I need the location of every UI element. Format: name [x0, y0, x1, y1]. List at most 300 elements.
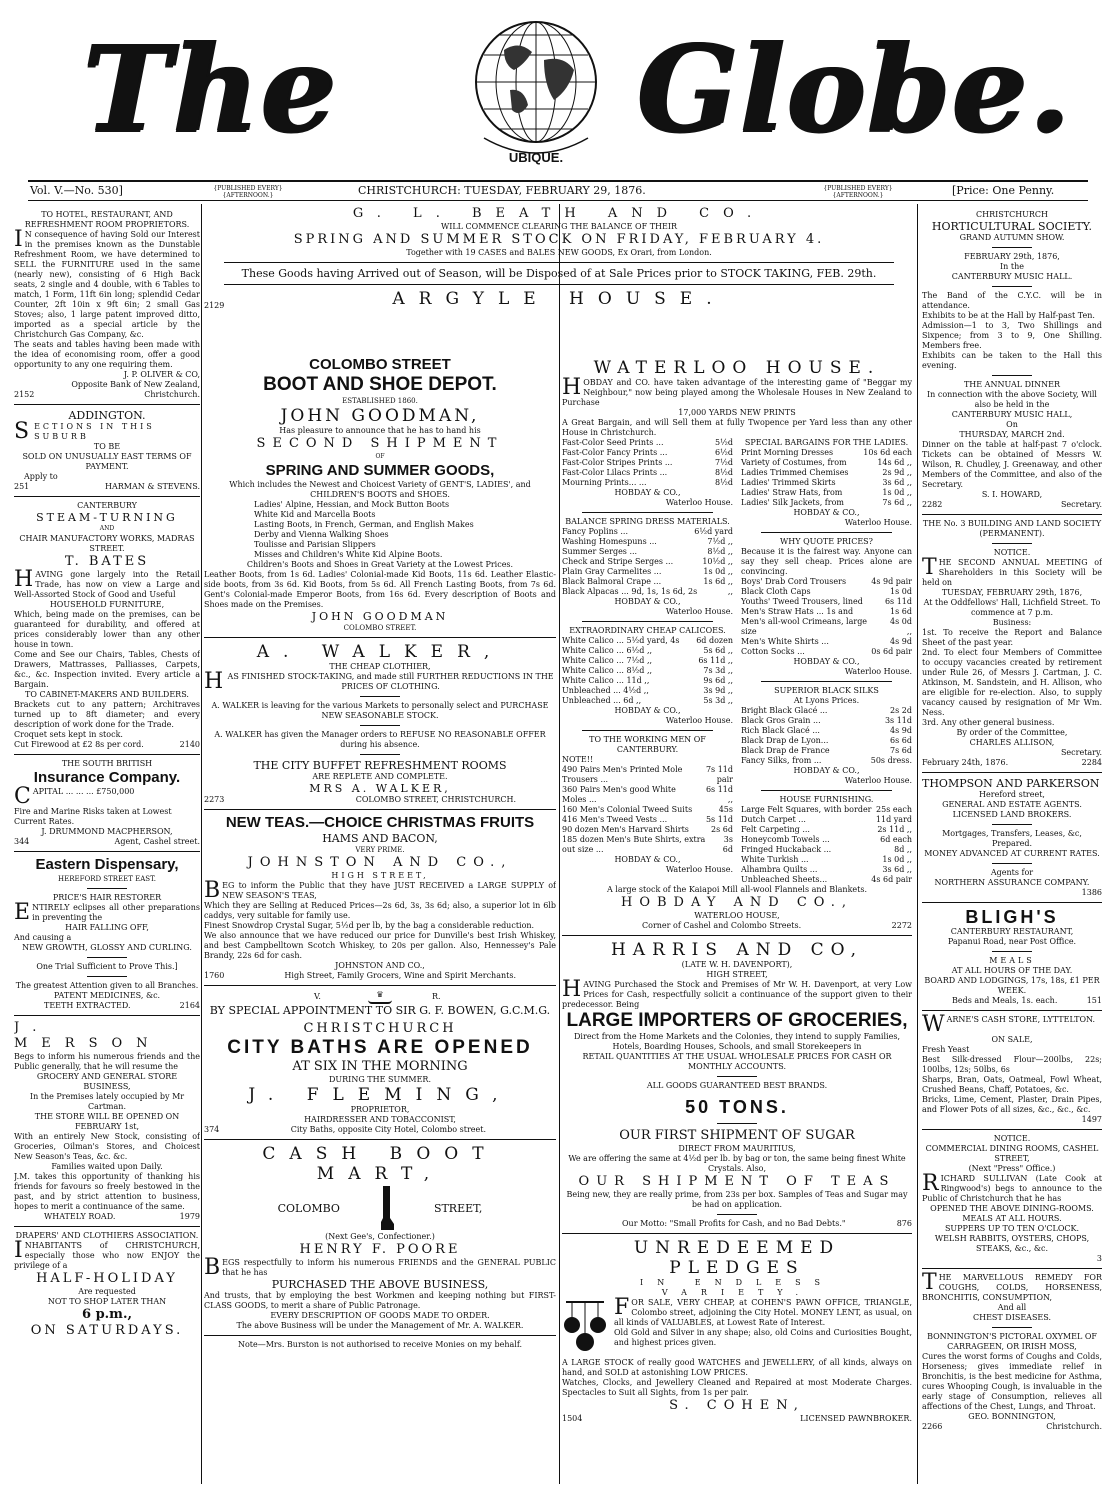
ad-body: MEALS AT ALL HOURS. [962, 1214, 1062, 1223]
ad-body: ALL GOODS GUARANTEED BEST BRANDS. [646, 1081, 828, 1090]
ad-body: COMMERCIAL DINING ROOMS, CASHEL STREET, [925, 1144, 1099, 1163]
ad-body: Agents for [990, 868, 1034, 877]
ad-body: HEREFORD STREET EAST. [58, 875, 156, 883]
ad-body: WELSH RABBITS, OYSTERS, CHOPS, STEAKS, &c., &c. [934, 1234, 1090, 1253]
price-row: White Calico ... 8½d ,, 7s 3d ,, [562, 666, 733, 675]
price-row: White Calico ... 5½d yard, 4s 6d dozen [562, 636, 733, 645]
ad-body: CHAIR MANUFACTORY WORKS, MADRAS STREET. [19, 534, 195, 553]
ad-body: ICHARD SULLIVAN (Late Cook at Ringwood's) begs to announce to the Public of Christchurch that he has [922, 1174, 1102, 1203]
ad-body: With an entirely New Stock, consisting of Groceries, Oilman's Stores, and Choicest New Season's Teas, &c. &c. [14, 1132, 200, 1161]
ad-body: We are offering the same at 4½d per lb. by bag or ton, the same being finest White Crystals. Also, [568, 1154, 906, 1173]
ad-heading: SUPERIOR BLACK SILKS [774, 686, 879, 695]
ad-body: CHEST DISEASES. [972, 1313, 1052, 1322]
price-row: Fast-Color Fancy Prints ... 6½d [562, 448, 733, 457]
ad-body: Best Silk-dressed Flour—200lbs, 22s; 100lbs, 12s; 50lbs, 6s [922, 1055, 1102, 1074]
ad-body: Sharps, Bran, Oats, Oatmeal, Fowl Wheat, Crushed Beans, Chaff, Potatoes, &c. [922, 1075, 1102, 1094]
ad-body: HAIRDRESSER AND TOBACCONIST, [304, 1115, 456, 1124]
price-row: Variety of Costumes, from 14s 6d ,, [741, 458, 912, 467]
ad-body: 1st. To receive the Report and Balance Sheet of the past year. [922, 628, 1102, 647]
date-line: CHRISTCHURCH: TUESDAY, FEBRUARY 29, 1876. [358, 184, 646, 197]
ad-heading: 50 TONS. [685, 1097, 789, 1117]
ad-body: HIGH STREET, [706, 970, 768, 979]
ad-heading: OUR FIRST SHIPMENT OF SUGAR [619, 1128, 855, 1143]
ad-number: 1504 [562, 1414, 583, 1423]
ad-body: LICENSED PAWNBROKER. [800, 1414, 912, 1423]
ad-body: HOUSEHOLD FURNITURE, [49, 600, 165, 609]
ad-body: On [1006, 420, 1018, 429]
ad-body: ECTIONS IN THIS SUBURB [34, 422, 155, 441]
ad-body: Because it is the fairest way. Anyone can say they sell cheap. Prices alone are convincing. [741, 547, 912, 576]
beath-banner [204, 206, 914, 351]
ad-body: BONNINGTON'S PICTORAL OXYMEL OF CARRAGEEN, OR IRISH MOSS, [927, 1332, 1097, 1351]
ad-signature: HOBDAY & CO., [793, 508, 860, 517]
ad-body: FEBRUARY 29th, 1876, [964, 252, 1060, 261]
ad-body: Note—Mrs. Burston is not authorised to receive Monies on my behalf. [237, 1340, 523, 1349]
ad-body: BUSINESS, [83, 1082, 131, 1091]
price-row: Black Cloth Caps 1s 0d [741, 587, 912, 596]
price-row: Ladies Trimmed Chemises 2s 9d ,, [741, 468, 912, 477]
ad-heading: SPRING AND SUMMER STOCK ON FRIDAY, FEBRUARY 4. [293, 232, 825, 247]
ad-heading: HARRIS AND CO, [610, 940, 863, 960]
ad-heading: THOMPSON AND PARKERSON [922, 777, 1100, 790]
ad-body: SOLD ON UNUSUALLY EAST TERMS OF PAYMENT. [22, 452, 192, 471]
masthead [0, 0, 1114, 199]
price-row: Washing Homespuns ... 7½d ,, [562, 537, 733, 546]
ad-signature: HOBDAY & CO., [614, 597, 681, 606]
list-item: Toulisse and Parisian Slippers [254, 540, 376, 549]
ad-heading: ON SATURDAYS. [30, 1323, 184, 1338]
ad-body: OPENED THE ABOVE DINING-ROOMS. [930, 1204, 1094, 1213]
ad-body: DIRECT FROM MAURITIUS, [678, 1144, 796, 1153]
ad-body: OBDAY and CO. have taken advantage of the interesting game of "Beggar my Neighbour," now being played among the Wholesale Houses in New Zealand to Purchase [562, 378, 912, 407]
ad-body: Which, being made on the premises, can be guaranteed for durability, and offered at prices considerably lower than any other house in town. [14, 610, 200, 649]
ad-heading: CHRISTCHURCH [975, 210, 1049, 219]
ad-body: GENERAL AND ESTATE AGENTS. LICENSED LAND BROKERS. [942, 800, 1082, 819]
ad-signature: J. DRUMMOND MACPHERSON, [41, 827, 173, 836]
price-row: 360 Pairs Men's good White Moles ... 6s 11d ,, [562, 785, 733, 804]
list-item: Misses and Children's White Kid Alpine Boots. [254, 550, 443, 559]
price-row: Men's all-wool Crimeans, large size 4s 0d ,, [741, 617, 912, 636]
column-middle-left: COLOMBO STREET BOOT AND SHOE DEPOT. ESTABLISHED 1860. JOHN GOODMAN, Has pleasure to announce that he has to hand his SECOND SHIPMENT OF SPRING AND SUMMER GOODS, Which includes the Newest and Choicest Variety of GENT'S, LADIES', and CHILDREN'S BOOTS and SHOES. Ladies' Alpine, Hessian, and Mock Button Boots White Kid and Marcella Boots Lasting Boots, in French, German, and English Makes Derby and Vienna Walking Shoes Toulisse and Parisian Slippers Misses and Children's White Kid Alpine Boots. Children's Boots and Shoes in Great Variety at the Lowest Prices. Leather Boots, from 1s 6d. Ladies' Colonial-made Kid Boots, 11s 6d. Leather Elastic-side boots, from 3s 6d. Kid Boots, from 5s 6d. All French Lasting Boots, from 7s 6d. Gent's Colonial-made Emperor Boots, from 16s 6d. Every description of Boots and Shoes made on the Premises. JOHN GOODMAN COLOMBO STREET. A. WALKER, THE CHEAP CLOTHIER, HAS FINISHED STOCK-TAKING, and made still FURTHER REDUCTIONS IN THE PRICES OF CLOTHING. A. WALKER is leaving for the various Markets to personally select and PURCHASE NEW SEASONABLE STOCK. A. WALKER has given the Manager orders to REFUSE NO REASONABLE OFFER during his absence. THE CITY BUFFET REFRESHMENT ROOMS ARE REPLETE AND COMPLETE. MRS A. WALKER, 2273 COLOMBO STREET, CHRISTCHURCH. NEW TEAS.—CHOICE CHRISTMAS FRUITS HAMS AND BACON, VERY PRIME. JOHNSTON AND CO., HIGH STREET, BEG to inform the Public that they have JUST RECEIVED a LARGE SUPPLY of NEW SEASON'S TEAS, Which they are Selling at Reduced Prices—2s 6d, 3s, 3s 6d; also, a superior lot in 6lb caddys, very suitable for family use. Finest Snowdrop Crystal Sugar, 5½d per lb, by the bag a considerable reduction. We also announce that we have reduced our price for Dunville's best Irish Whiskey, and best Campbelltown Scotch Whiskey, to 20s per gallon. Also, Hennessey's Pale Brandy, 22s 6d for cash. JOHNSTON AND CO., 1760 High Street, Family Grocers, Wine and Spirit Merchants. V. ♛ R. BY SPECIAL APPOINTMENT TO SIR G. F. BOWEN, G.C.M.G. CHRISTCHURCH CITY BATHS ARE OPENED AT SIX IN THE MORNING DURING THE SUMMER. J. FLEMING, PROPRIETOR, HAIRDRESSER AND TOBACCONIST, 374 City Baths, opposite City Hotel, Colombo street. CASH BOOT MART, COLOMBO STREET, (Next Gee's, Confectioner.) HENRY F. POORE BEGS respectfully to inform his numerous FRIENDS and the GENERAL PUBLIC that he has PURCHASED THE ABOVE BUSINESS, And trusts, that by employing the best Workmen and keeping nothing but FIRST-CLASS GOODS, to merit a share of Public Patronage. EVERY DESCRIPTION OF GOODS MADE TO ORDER. The above Business will be under the Management of Mr. A. WALKER. Note—Mrs. Burston is not authorised to receive Monies on my behalf. [204, 356, 556, 1349]
ad-number: 344 [14, 837, 30, 846]
list-item: Derby and Vienna Walking Shoes [254, 530, 389, 539]
ad-body: (LATE W. H. DAVENPORT), [681, 960, 793, 969]
ad-heading: WHY QUOTE PRICES? [780, 537, 873, 546]
ad-signature: HOBDAY & CO., [793, 657, 860, 666]
ad-body: AVING Purchased the Stock and Premises of Mr W. H. Davenport, at very Low Prices for Cash, respectfully solicit a continuance of the support given to their predecessor. Being [562, 980, 912, 1009]
ad-heading: NOTICE. [993, 1134, 1031, 1143]
ad-body: And causing a [14, 933, 72, 942]
royal-cipher-r: R. [432, 992, 441, 1001]
ad-number: 2129 [204, 301, 225, 310]
globe-motto: UBIQUE. [508, 150, 564, 165]
price: [Price: One Penny. [952, 184, 1055, 197]
ad-number: 2266 [922, 1422, 943, 1431]
ad-body: Bricks, Lime, Cement, Plaster, Drain Pipes, and Flower Pots of all sizes, &c., &c., &c. [922, 1095, 1102, 1114]
ad-body: Apply to [24, 472, 58, 481]
ad-heading: HAMS AND BACON, [322, 832, 438, 845]
ad-body: In the Premises lately occupied by Mr Cartman. [29, 1092, 185, 1111]
price-row: Fast-Color Stripes Prints ... 7½d [562, 458, 733, 467]
ad-body: By order of the Committee, [956, 728, 1068, 737]
ad-body: HIGH STREET, [331, 871, 429, 880]
ad-heading: PRICE'S HAIR RESTORER [52, 893, 162, 902]
ad-number: 2152 [14, 390, 35, 399]
price-row: Cotton Socks ... 0s 6d pair [741, 647, 912, 656]
ad-body: Exhibits can be taken to the Hall this evening. [922, 351, 1102, 370]
ad-body: THURSDAY, MARCH 2nd. [959, 430, 1065, 439]
price-row: Youths' Tweed Trousers, lined 6s 11d [741, 597, 912, 606]
ad-body: EG to inform the Public that they have JUST RECEIVED a LARGE SUPPLY of NEW SEASON'S TEAS, [222, 881, 556, 900]
price-row: Unbleached ... 6d ,, 5s 3d ,, [562, 696, 733, 705]
ad-signature: J. P. OLIVER & CO, [123, 370, 200, 379]
ad-heading: ARGYLE HOUSE. [392, 289, 726, 309]
ad-heading: THE No. 3 BUILDING AND LAND SOCIETY (PERMANENT). [922, 519, 1102, 538]
price-row: Felt Carpeting ... 2s 11d ,, [741, 825, 912, 834]
ad-body: CANTERBURY MUSIC HALL. [951, 272, 1073, 281]
ad-body: Our Motto: "Small Profits for Cash, and no Bad Debts." [622, 1219, 846, 1228]
ad-body: Come and See our Chairs, Tables, Chests of Drawers, Mattrasses, Palliasses, Carpets, &c., &c. Inspection invited. Every article a Bargain. [14, 650, 200, 689]
ad-heading: COLOMBO STREET [309, 356, 451, 373]
price-row: Fringed Huckaback ... 8d ,, [741, 845, 912, 854]
ad-body: DURING THE SUMMER. [329, 1075, 431, 1084]
ad-signature: HOBDAY & CO., [614, 706, 681, 715]
ad-heading: JOHN GOODMAN [311, 610, 449, 623]
ad-heading: HOUSE FURNISHING. [779, 795, 874, 804]
ad-signature: Waterloo House. [665, 498, 733, 507]
ad-heading: ADDINGTON. [68, 409, 146, 422]
ad-body: Business: [992, 618, 1032, 627]
ad-number: 2164 [179, 1001, 200, 1010]
ad-heading: HENRY F. POORE [299, 1242, 461, 1257]
price-row: Black Gros Grain ... 3s 11d [741, 716, 912, 725]
ad-body: Finest Snowdrop Crystal Sugar, 5½d per lb, by the bag a considerable reduction. [204, 921, 535, 930]
column-right: CHRISTCHURCH HORTICULTURAL SOCIETY. GRAND AUTUMN SHOW. FEBRUARY 29th, 1876, In the CANTERBURY MUSIC HALL. The Band of the C.Y.C. will be in attendance. Exhibits to be at the Hall by Half-past Ten. Admission—1 to 3, Two Shillings and Sixpence; from 3 to 9, One Shilling. Members free. Exhibits can be taken to the Hall this evening. THE ANNUAL DINNER In connection with the above Society, Will also be held in the CANTERBURY MUSIC HALL, On THURSDAY, MARCH 2nd. Dinner on the table at half-past 7 o'clock. Tickets can be obtained of Messrs W. Wilson, R. Chudley, J. Greenaway, and other Members of the Committee, and also of the Secretary. S. I. HOWARD, 2282 Secretary. THE No. 3 BUILDING AND LAND SOCIETY (PERMANENT). NOTICE. THE SECOND ANNUAL MEETING of Shareholders in this Society will be held on TUESDAY, FEBRUARY 29th, 1876, At the Oddfellows' Hall, Lichfield Street. To commence at 7 p.m. Business: 1st. To receive the Report and Balance Sheet of the past year. 2nd. To elect four Members of Committee to occupy vacancies created by retirement under Rule 26, of Messrs J. Cartman, J. C. Atkinson, M. Sandstein, and H. Allison, who are eligible for re-election. Also, to supply vacancy caused by resignation of Mr Wm. Ness. 3rd. Any other general business. By order of the Committee, CHARLES ALLISON, Secretary. February 24th, 1876. 2284 THOMPSON AND PARKERSON Hereford street, GENERAL AND ESTATE AGENTS. LICENSED LAND BROKERS. Mortgages, Transfers, Leases, &c, Prepared. MONEY ADVANCED AT CURRENT RATES. Agents for NORTHERN ASSURANCE COMPANY. 1386 BLIGH'S CANTERBURY RESTAURANT, Papanui Road, near Post Office. MEALS AT ALL HOURS OF THE DAY. BOARD AND LODGINGS, 17s, 18s, £1 PER WEEK. Beds and Meals, 1s. each. 151 WARNE'S CASH STORE, LYTTELTON. ON SALE, Fresh Yeast Best Silk-dressed Flour—200lbs, 22s; 100lbs, 12s; 50lbs, 6s Sharps, Bran, Oats, Oatmeal, Fowl Wheat, Crushed Beans, Chaff, Potatoes, &c. Bricks, Lime, Cement, Plaster, Drain Pipes, and Flower Pots of all sizes, &c., &c., &c. 1497 NOTICE. COMMERCIAL DINING ROOMS, CASHEL STREET, (Next "Press" Office.) RICHARD SULLIVAN (Late Cook at Ringwood's) begs to announce to the Public of Christchurch that he has OPENED THE ABOVE DINING-ROOMS. MEALS AT ALL HOURS. SUPPERS UP TO TEN O'CLOCK. WELSH RABBITS, OYSTERS, CHOPS, STEAKS, &c., &c. 3 THE MARVELLOUS REMEDY FOR COUGHS, COLDS, HORSENESS, BRONCHITIS, CONSUMPTION, And all CHEST DISEASES. BONNINGTON'S PICTORAL OXYMEL OF CARRAGEEN, OR IRISH MOSS, Cures the worst forms of Coughs and Colds, Horseness; gives immediate relief in Bronchitis, is the best medicine for Asthma, cures Whooping Cough, is invaluable in the early stage of Consumption, relieves all affections of the Chest, Lungs, and Throat. GEO. BONNINGTON, 2266 Christchurch. [922, 210, 1102, 1431]
ad-body: THE STORE WILL BE OPENED ON FEBRUARY 1st, [34, 1112, 180, 1131]
ad-heading: JOHN GOODMAN, [280, 406, 480, 426]
ad-body: Cut Firewood at £2 8s per cord. [14, 740, 144, 749]
ad-heading: HALF-HOLIDAY [36, 1271, 178, 1286]
ad-body: At Lyons Prices. [793, 696, 860, 705]
ad-heading: CHRISTCHURCH [303, 1021, 457, 1036]
ad-body: CANTERBURY MUSIC HALL, [951, 410, 1073, 419]
ad-heading: THE CITY BUFFET REFRESHMENT ROOMS [253, 759, 507, 772]
ad-body: EGS respectfully to inform his numerous FRIENDS and the GENERAL PUBLIC that he has [222, 1258, 556, 1277]
price-row: White Turkish ... 1s 0d ,, [741, 855, 912, 864]
ad-signature: Waterloo House. [844, 667, 912, 676]
ad-body: And all [997, 1303, 1027, 1312]
ad-body: Corner of Cashel and Colombo Streets. [642, 921, 802, 930]
ad-signature: HOBDAY & CO., [793, 766, 860, 775]
ad-body: BOARD AND LODGINGS, 17s, 18s, £1 PER WEEK. [924, 976, 1100, 995]
price-row: 185 dozen Men's Bute Shirts, extra out size ... 3s 6d [562, 835, 733, 854]
ad-body: MEALS [989, 956, 1035, 965]
ad-body: STREET, [433, 1201, 483, 1215]
price-row: 490 Pairs Men's Printed Mole Trousers ... 7s 11d pair [562, 765, 733, 784]
ad-signature: Waterloo House. [665, 865, 733, 874]
price-row: 416 Men's Tweed Vests ... 5s 11d [562, 815, 733, 824]
ad-signature: HARMAN & STEVENS. [105, 482, 200, 491]
ad-signature: Christchurch. [1046, 1422, 1102, 1431]
ad-signature: Waterloo House. [844, 776, 912, 785]
ad-heading: 6 p.m., [82, 1307, 132, 1322]
ad-body: Beds and Meals, 1s. each. [952, 996, 1058, 1005]
ad-number: 1979 [179, 1212, 200, 1221]
ad-body: Leather Boots, from 1s 6d. Ladies' Colonial-made Kid Boots, 11s 6d. Leather Elastic-side boots, from 3s 6d. Kid Boots, from 5s 6d. All French Lasting Boots, from 7s 6d. Gent's Colonial-made Emperor Boots, from 16s 6d. Every description of Boots and Shoes made on the Premises. [204, 570, 556, 609]
price-row: Rich Black Glacé ... 4s 9d [741, 726, 912, 735]
ad-signature: HOBDAY & CO., [614, 488, 681, 497]
ad-heading: Eastern Dispensary, [35, 856, 179, 873]
ad-body: TEETH EXTRACTED. [44, 1001, 131, 1010]
column-rule [201, 204, 202, 1484]
ad-body: NHABITANTS of CHRISTCHURCH, especially those who now ENJOY the privilege of a [14, 1241, 200, 1270]
ad-heading: JOHNSTON AND CO., [247, 855, 513, 870]
ad-body: February 24th, 1876. [922, 758, 1009, 767]
ad-heading: EXTRAORDINARY CHEAP CALICOES. [569, 626, 726, 635]
ad-number: 2282 [922, 500, 943, 509]
published-left: {PUBLISHED EVERY} {AFTERNOON.} [213, 185, 283, 199]
price-row: Black Alpacas ... 9d, 1s, 1s 6d, 2s ,, [562, 587, 733, 596]
ad-number: 2140 [179, 740, 200, 749]
ad-body: COLOMBO STREET. [343, 624, 417, 632]
ad-heading: T. BATES [64, 554, 150, 569]
ad-body: 17,000 YARDS NEW PRINTS [678, 408, 796, 417]
ad-body: THE CHEAP CLOTHIER, [329, 662, 431, 671]
ad-heading: CANTERBURY [77, 501, 137, 510]
masthead-title-right: Globe. [636, 19, 1071, 158]
ad-number: 151 [1086, 996, 1102, 1005]
ad-body: A. WALKER has given the Manager orders to REFUSE NO REASONABLE OFFER during his absence. [214, 730, 546, 749]
dateline-bar [28, 180, 1088, 201]
price-row: Print Morning Dresses 10s 6d each [741, 448, 912, 457]
ad-body: (Next "Press" Office.) [968, 1164, 1056, 1173]
ad-body: PROPRIETOR, [350, 1105, 410, 1114]
ad-body: City Baths, opposite City Hotel, Colombo street. [290, 1125, 486, 1134]
ad-body: AT ALL HOURS OF THE DAY. [951, 966, 1073, 975]
ad-signature: Christchurch. [144, 390, 200, 399]
ad-body: Mortgages, Transfers, Leases, &c, Prepared. [942, 829, 1082, 848]
ad-heading: SPRING AND SUMMER GOODS, [265, 462, 495, 479]
price-row: 90 dozen Men's Harvard Shirts 2s 6d [562, 825, 733, 834]
ad-number: 876 [896, 1219, 912, 1228]
ad-body: In the [1000, 262, 1024, 271]
ad-body: NOT TO SHOP LATER THAN [47, 1297, 167, 1306]
ad-heading: S. COHEN, [669, 1398, 805, 1413]
price-row: White Calico ... 7½d ,, 6s 11d ,, [562, 656, 733, 665]
price-row: 160 Men's Colonial Tweed Suits 45s [562, 805, 733, 814]
pawnbroker-balls-icon [562, 1298, 608, 1358]
boot-icon [380, 1186, 394, 1230]
ad-heading: AT SIX IN THE MORNING [292, 1059, 468, 1074]
price-row: Fast-Color Lilacs Prints ... 8½d [562, 468, 733, 477]
price-row: Plain Gray Carmelites ... 1s 0d ,, [562, 567, 733, 576]
column-left: TO HOTEL, RESTAURANT, AND REFRESHMENT ROOM PROPRIETORS. I N consequence of having Sold our Interest in the premises known as the Dunstable Refreshment Room, we have determined to SELL the FURNITURE used in the same (nearly new), consisting of 6 High Back seats, 2 single and 4 double, with 6 Tables to match, 1 Form, 11ft 6in long; splendid Cedar Counter, 2ft 10in x 9ft 6in; 2 small Gas Stoves; also, 1 large patent improved ditto, imported as a special article by the Christchurch Gas Company, &c. The seats and tables having been made with the idea of economising room, offer a good opportunity to any one requiring them. J. P. OLIVER & CO, Opposite Bank of New Zealand, 2152 Christchurch. ADDINGTON. SECTIONS IN THIS SUBURB TO BE SOLD ON UNUSUALLY EAST TERMS OF PAYMENT. Apply to 251 HARMAN & STEVENS. CANTERBURY STEAM-TURNING AND CHAIR MANUFACTORY WORKS, MADRAS STREET. T. BATES HAVING gone largely into the Retail Trade, has now on view a Large and Well-Assorted Stock of Good and Useful HOUSEHOLD FURNITURE, Which, being made on the premises, can be guaranteed for durability, and offered at prices considerably lower than any other house in town. Come and See our Chairs, Tables, Chests of Drawers, Mattrasses, Palliasses, Carpets, &c., &c. Inspection invited. Every article a Bargain. TO CABINET-MAKERS AND BUILDERS. Brackets cut to any pattern; Architraves turned up to 8ft diameter; and every description of work done for the Trade. Croquet sets kept in stock. Cut Firewood at £2 8s per cord. 2140 THE SOUTH BRITISH Insurance Company. CAPITAL ... ... ... £750,000 Fire and Marine Risks taken at Lowest Current Rates. J. DRUMMOND MACPHERSON, 344 Agent, Cashel street. Eastern Dispensary, HEREFORD STREET EAST. PRICE'S HAIR RESTORER ENTIRELY eclipses all other preparations in preventing the HAIR FALLING OFF, And causing a NEW GROWTH, GLOSSY AND CURLING. One Trial Sufficient to Prove This.] The greatest Attention given to all Branches. PATENT MEDICINES, &c. TEETH EXTRACTED. 2164 J. MERSON Begs to inform his numerous friends and the Public generally, that he will resume the GROCERY AND GENERAL STORE BUSINESS, In the Premises lately occupied by Mr Cartman. THE STORE WILL BE OPENED ON FEBRUARY 1st, With an entirely New Stock, consisting of Groceries, Oilman's Stores, and Choicest New Season's Teas, &c. &c. Families waited upon Daily. J.M. takes this opportunity of thanking his friends for favours so freely bestowed in the past, and by strict attention to business, hopes to merit a continuance of the same. WHATELY ROAD. 1979 DRAPERS' AND CLOTHIERS ASSOCIATION. INHABITANTS of CHRISTCHURCH, especially those who now ENJOY the privilege of a HALF-HOLIDAY Are requested NOT TO SHOP LATER THAN 6 p.m., ON SATURDAYS. [14, 210, 200, 1338]
ad-signature: Agent, Cashel street. [114, 837, 200, 846]
price-row: Unbleached Sheets... 4s 6d pair [741, 875, 912, 884]
ad-body: A large stock of the Kaiapoi Mill all-wool Flannels and Blankets. [606, 885, 868, 894]
ad-number: 2284 [1081, 758, 1102, 767]
list-item: Lasting Boots, in French, German, and English Makes [254, 520, 474, 529]
ad-body: Begs to inform his numerous friends and the Public generally, that he will resume the [14, 1052, 200, 1071]
ad-body: NOTICE. [993, 548, 1031, 557]
ad-body: HAIR FALLING OFF, [65, 923, 149, 932]
ad-heading: ARNE'S CASH STORE, LYTTELTON. [946, 1015, 1096, 1024]
ad-heading: NEW TEAS.—CHOICE CHRISTMAS FRUITS [225, 814, 535, 831]
price-row: White Calico ... 6½d ,, 5s 6d ,, [562, 646, 733, 655]
ad-body: Direct from the Home Markets and the Colonies, they intend to supply Families, Hotels, Boarding Houses, Schools, and small Storekeepers in [574, 1032, 900, 1051]
ad-body: TUESDAY, FEBRUARY 29th, 1876, [941, 588, 1083, 597]
ad-body: Being new, they are really prime, from 23s per box. Samples of Teas and Sugar may be had on application. [566, 1190, 908, 1209]
ad-body: 3rd. Any other general business. [922, 718, 1055, 727]
ad-heading: LARGE IMPORTERS OF GROCERIES, [566, 1010, 908, 1031]
price-row: Alhambra Quilts ... 3s 6d ,, [741, 865, 912, 874]
price-row: Boys' Drab Cord Trousers 4s 9d pair [741, 577, 912, 586]
ad-body: 2nd. To elect four Members of Committee to occupy vacancies created by retirement under Rule 26, of Messrs J. Cartman, J. C. Atkinson, M. Sandstein, and H. Allison, who are eligible for re-election. Also, to supply vacancy caused by resignation of Mr Wm. Ness. [922, 648, 1102, 717]
ad-heading: HOBDAY AND CO., [621, 895, 853, 910]
ad-signature: Waterloo House. [665, 607, 733, 616]
ad-heading: Insurance Company. [33, 769, 181, 786]
ad-body: WHATELY ROAD. [44, 1212, 116, 1221]
masthead-title-left: The [82, 19, 337, 158]
price-row: Mourning Prints... ... 8½d [562, 478, 733, 487]
ad-body: Fire and Marine Risks taken at Lowest Current Rates. [14, 807, 172, 826]
ad-number: 2272 [891, 921, 912, 930]
ad-heading: DRAPERS' AND CLOTHIERS ASSOCIATION. [15, 1231, 199, 1240]
ad-body: ON SALE, [991, 1035, 1033, 1044]
ad-body: AVING gone largely into the Retail Trade, has now on view a Large and Well-Assorted Stock of Good and Useful [14, 570, 200, 599]
ad-body: VERY PRIME. [355, 846, 405, 854]
ad-body: NORTHERN ASSURANCE COMPANY. [934, 878, 1090, 887]
ad-body: COLOMBO STREET, CHRISTCHURCH. [355, 795, 516, 804]
ad-body: (Next Gee's, Confectioner.) [325, 1232, 435, 1241]
price-row: Fast-Color Seed Prints ... 5½d [562, 438, 733, 447]
ad-body: NTIRELY eclipses all other preparations in preventing the [32, 903, 200, 922]
ad-body: COLOMBO [277, 1201, 340, 1215]
price-row: Ladies' Silk Jackets, from 7s 6d ,, [741, 498, 912, 507]
price-row: Men's Straw Hats ... 1s and 1s 6d [741, 607, 912, 616]
ad-heading: BALANCE SPRING DRESS MATERIALS. [565, 517, 730, 526]
ad-body: Are requested [78, 1287, 136, 1296]
globe-icon [444, 10, 628, 170]
ad-body: The Band of the C.Y.C. will be in attendance. [922, 291, 1102, 310]
price-row: Black Balmoral Crape ... 1s 6d ,, [562, 577, 733, 586]
ad-heading: CITY BATHS ARE OPENED [227, 1037, 533, 1058]
price-row: Black Drap de Lyon... 6s 6d [741, 736, 912, 745]
ad-body: Exhibits to be at the Hall by Half-past Ten. [922, 311, 1095, 320]
ad-heading: TO HOTEL, RESTAURANT, AND REFRESHMENT ROOM PROPRIETORS. [24, 210, 190, 229]
ad-body: Croquet sets kept in stock. [14, 730, 123, 739]
ad-body: ARE REPLETE AND COMPLETE. [312, 772, 448, 781]
price-row: Check and Stripe Serges ... 10½d ,, [562, 557, 733, 566]
ad-heading: BY SPECIAL APPOINTMENT TO SIR G. F. BOWEN, G.C.M.G. [209, 1004, 551, 1017]
ad-number: 3 [1096, 1254, 1102, 1263]
column-rule [559, 204, 560, 1484]
column-middle-right: WATERLOO HOUSE. HOBDAY and CO. have taken advantage of the interesting game of "Beggar my Neighbour," now being played among the Wholesale Houses in New Zealand to Purchase 17,000 YARDS NEW PRINTS A Great Bargain, and will Sell them at fully Twopence per Yard less than any other House in Christchurch. Fast-Color Seed Prints ... 5½d Fast-Color Fancy Prints ... 6½d Fast-Color Stripes Prints ... 7½d Fast-Color Lilacs Prints ... 8½d Mourning Prints... ... 8½d HOBDAY & CO., Waterloo House. BALANCE SPRING DRESS MATERIALS. Fancy Poplins ... 6½d yard Washing Homespuns ... 7½d ,, Summer Serges ... 8½d ,, Check and Stripe Serges ... 10½d ,, Plain Gray Carmelites ... 1s 0d ,, Black Balmoral Crape ... 1s 6d ,, Black Alpacas ... 9d, 1s, 1s 6d, 2s ,, HOBDAY & CO., Waterloo House. EXTRAORDINARY CHEAP CALICOES. White Calico ... 5½d yard, 4s 6d dozen White Calico ... 6½d ,, 5s 6d ,, White Calico ... 7½d ,, 6s 11d ,, White Calico ... 8½d ,, 7s 3d ,, White Calico ... 11d ,, 9s 6d ,, Unbleached ... 4½d ,, 3s 9d ,, Unbleached ... 6d ,, 5s 3d ,, HOBDAY & CO., Waterloo House. TO THE WORKING MEN OF CANTERBURY. NOTE!! 490 Pairs Men's Printed Mole Trousers ... 7s 11d pair 360 Pairs Men's good White Moles ... 6s 11d ,, 160 Men's Colonial Tweed Suits 45s 416 Men's Tweed Vests ... 5s 11d 90 dozen Men's Harvard Shirts 2s 6d 185 dozen Men's Bute Shirts, extra out size ... 3s 6d HOBDAY & CO., Waterloo House. SPECIAL BARGAINS FOR THE LADIES. Print Morning Dresses 10s 6d each Variety of Costumes, from 14s 6d ,, Ladies Trimmed Chemises 2s 9d ,, Ladies' Trimmed Skirts 3s 6d ,, Ladies' Straw Hats, from 1s 0d ,, Ladies' Silk Jackets, from 7s 6d ,, HOBDAY & CO., Waterloo House. WHY QUOTE PRICES? Because it is the fairest way. Anyone can say they sell cheap. Prices alone are convincing. Boys' Drab Cord Trousers 4s 9d pair Black Cloth Caps 1s 0d Youths' Tweed Trousers, lined 6s 11d Men's Straw Hats ... 1s and 1s 6d Men's all-wool Crimeans, large size 4s 0d ,, Men's White Shirts ... 4s 9d Cotton Socks ... 0s 6d pair HOBDAY & CO., Waterloo House. SUPERIOR BLACK SILKS At Lyons Prices. Bright Black Glacé ... 2s 2d Black Gros Grain ... 3s 11d Rich Black Glacé ... 4s 9d Black Drap de Lyon... 6s 6d Black Drap de France 7s 6d Fancy Silks, from ... 50s dress. HOBDAY & CO., Waterloo House. HOUSE FURNISHING. Large Felt Squares, with border 25s each Dutch Carpet ... 11d yard Felt Carpeting ... 2s 11d ,, Honeycomb Towels ... 6d each Fringed Huckaback ... 8d ,, White Turkish ... 1s 0d ,, Alhambra Quilts ... 3s 6d ,, Unbleached Sheets... 4s 6d pair A large stock of the Kaiapoi Mill all-wool Flannels and Blankets. HOBDAY AND CO., WATERLOO HOUSE, Corner of Cashel and Colombo Streets. 2272 HARRIS AND CO, (LATE W. H. DAVENPORT), HIGH STREET, HAVING Purchased the Stock and Premises of Mr W. H. Davenport, at very Low Prices for Cash, respectfully solicit a continuance of the support given to their predecessor. Being LARGE IMPORTERS OF GROCERIES, Direct from the Home Markets and the Colonies, they intend to supply Families, Hotels, Boarding Houses, Schools, and small Storekeepers in RETAIL QUANTITIES AT THE USUAL WHOLESALE PRICES FOR CASH OR MONTHLY ACCOUNTS. ALL GOODS GUARANTEED BEST BRANDS. 50 TONS. OUR FIRST SHIPMENT OF SUGAR DIRECT FROM MAURITIUS, We are offering the same at 4½d per lb. by bag or ton, the same being finest White Crystals. Also, OUR SHIPMENT OF TEAS Being new, they are really prime, from 23s per box. Samples of Teas and Sugar may be had on application. Our Motto: "Small Profits for Cash, and no Bad Debts." 876 UNREDEEMED PLEDGES IN ENDLESS VARIETY. FOR SALE, VERY CHEAP, at COHEN'S PAWN OFFICE, TRIANGLE, Colombo street, adjoining the City Hotel. MONEY LENT, as usual, on all kinds of VALUABLES, at Lowest Rate of Interest. Old Gold and Silver in any shape; also, old Coins and Curiosities Bought, and highest prices given. A LARGE STOCK of really good WATCHES and JEWELLERY, of all kinds, always on hand, and SOLD at astonishing LOW PRICES. Watches, Clocks, and Jewellery Cleaned and Repaired at most Moderate Charges. Spectacles to Suit all Sights, from 1s per pair. S. COHEN, 1504 LICENSED PAWNBROKER. [562, 358, 912, 1423]
ad-body: OR SALE, VERY CHEAP, at COHEN'S PAWN OFFICE, TRIANGLE, Colombo street, adjoining the City Hotel. MONEY LENT, as usual, on all kinds of VALUABLES, at Lowest Rate of Interest. [614, 1298, 912, 1327]
ad-body: NEW GROWTH, GLOSSY AND CURLING. [22, 943, 192, 952]
ad-body: Hereford street, [979, 790, 1045, 799]
ad-body: WILL COMMENCE CLEARING THE BALANCE OF THEIR [440, 222, 678, 231]
ad-signature: Secretary. [1060, 748, 1102, 757]
ad-signature: JOHNSTON AND CO., [335, 961, 425, 970]
ad-body: Cures the worst forms of Coughs and Colds, Horseness; gives immediate relief in Bronchitis, is the best medicine for Asthma, cures Whooping Cough, is invaluable in the early stage of Consumption, relieves all affections of the Chest, Lungs, and Throat. [922, 1352, 1102, 1411]
price-row: Bright Black Glacé ... 2s 2d [741, 706, 912, 715]
price-row: White Calico ... 11d ,, 9s 6d ,, [562, 676, 733, 685]
ad-body: One Trial Sufficient to Prove This.] [36, 962, 178, 971]
ad-signature: HOBDAY & CO., [614, 855, 681, 864]
ad-body: Fresh Yeast [922, 1045, 970, 1054]
ad-body: RETAIL QUANTITIES AT THE USUAL WHOLESALE PRICES FOR CASH OR MONTHLY ACCOUNTS. [582, 1052, 892, 1071]
ad-body: AND [99, 525, 115, 532]
price-row: Large Felt Squares, with border 25s each [741, 805, 912, 814]
ad-body: EVERY DESCRIPTION OF GOODS MADE TO ORDER. [270, 1311, 490, 1320]
ad-heading: CASH BOOT MART, [262, 1144, 498, 1184]
ad-body: Admission—1 to 3, Two Shillings and Sixpence; from 3 to 9, One Shilling. Members free. [922, 321, 1102, 350]
ad-body: PATENT MEDICINES, &c. [53, 991, 161, 1000]
ad-heading: THE SOUTH BRITISH [61, 759, 153, 768]
ad-body: SUPPERS UP TO TEN O'CLOCK. [944, 1224, 1080, 1233]
price-row: Ladies' Straw Hats, from 1s 0d ,, [741, 488, 912, 497]
ad-body: A. WALKER is leaving for the various Markets to personally select and PURCHASE NEW SEASONABLE STOCK. [211, 701, 549, 720]
ad-heading: HORTICULTURAL SOCIETY. [931, 220, 1093, 233]
ad-heading: SECOND SHIPMENT [256, 436, 504, 451]
price-row: Fancy Silks, from ... 50s dress. [741, 756, 912, 765]
volume-number: Vol. V.—No. 530] [30, 184, 123, 197]
ad-body: ESTABLISHED 1860. [342, 397, 418, 405]
price-row: Summer Serges ... 8½d ,, [562, 547, 733, 556]
ad-body: Children's Boots and Shoes in Great Variety at the Lowest Prices. [246, 560, 514, 569]
price-row: Honeycomb Towels ... 6d each [741, 835, 912, 844]
ad-body: NOTE!! [562, 755, 594, 764]
published-right: {PUBLISHED EVERY} {AFTERNOON.} [823, 185, 893, 199]
ad-heading: J. FLEMING, [248, 1085, 512, 1105]
ad-body: Brackets cut to any pattern; Architraves turned up to 8ft diameter; and every description of work done for the Trade. [14, 700, 200, 729]
ad-body: TO CABINET-MAKERS AND BUILDERS. [25, 690, 189, 699]
ad-body: We also announce that we have reduced our price for Dunville's best Irish Whiskey, and best Campbelltown Scotch Whiskey, to 20s per gallon. Also, Hennessey's Pale Brandy, 22s 6d for cash. [204, 931, 556, 960]
ad-body: HE SECOND ANNUAL MEETING of Shareholders in this Society will be held on [922, 558, 1102, 587]
ad-heading: A. WALKER, [256, 642, 504, 662]
ad-number: 2273 [204, 795, 225, 804]
ad-heading: SPECIAL BARGAINS FOR THE LADIES. [744, 438, 909, 447]
ad-heading: MRS A. WALKER, [309, 782, 451, 795]
ad-signature: Opposite Bank of New Zealand, [71, 380, 200, 389]
ad-signature: CHARLES ALLISON, [969, 738, 1055, 747]
ad-signature: Waterloo House. [844, 518, 912, 527]
ad-body: GROCERY AND GENERAL STORE [36, 1072, 178, 1081]
ad-heading: J. MERSON [14, 1020, 162, 1051]
ad-body: A Great Bargain, and will Sell them at fully Twopence per Yard less than any other House in Christchurch. [562, 418, 912, 437]
ad-body: The seats and tables having been made with the idea of economising room, offer a good opportunity to any one requiring them. [14, 340, 200, 369]
ad-body: And trusts, that by employing the best Workmen and keeping nothing but FIRST-CLASS GOODS, to merit a share of Public Patronage. [204, 1291, 556, 1310]
ad-signature: Waterloo House. [665, 716, 733, 725]
ad-body: Which includes the Newest and Choicest Variety of GENT'S, LADIES', and CHILDREN'S BOOTS and SHOES. [229, 480, 531, 499]
ad-number: 1760 [204, 971, 225, 980]
ad-heading: G. L. BEATH AND CO. [352, 206, 766, 221]
ad-body: OF [375, 453, 385, 460]
ad-body: AS FINISHED STOCK-TAKING, and made still FURTHER REDUCTIONS IN THE PRICES OF CLOTHING. [227, 672, 554, 691]
ad-body: HE MARVELLOUS REMEDY FOR COUGHS, COLDS, HORSENESS, BRONCHITIS, CONSUMPTION, [922, 1273, 1102, 1302]
ad-signature: Secretary. [1060, 500, 1102, 509]
crown-icon: ♛ [368, 990, 392, 1004]
ad-heading: TO THE WORKING MEN OF CANTERBURY. [589, 735, 706, 754]
ad-body: Which they are Selling at Reduced Prices—2s 6d, 3s, 3s 6d; also, a superior lot in 6lb caddys, very suitable for family use. [204, 901, 556, 920]
ad-body: Has pleasure to announce that he has to hand his [279, 426, 481, 435]
ad-number: 1386 [1081, 888, 1102, 897]
ad-body: Papanui Road, near Post Office. [947, 937, 1077, 946]
ad-body: J.M. takes this opportunity of thanking his friends for favours so freely bestowed in the past, and by strict attention to business, hopes to merit a continuance of the same. [14, 1172, 200, 1211]
ad-body: IN ENDLESS VARIETY. [640, 1278, 834, 1297]
price-row: Fancy Poplins ... 6½d yard [562, 527, 733, 536]
